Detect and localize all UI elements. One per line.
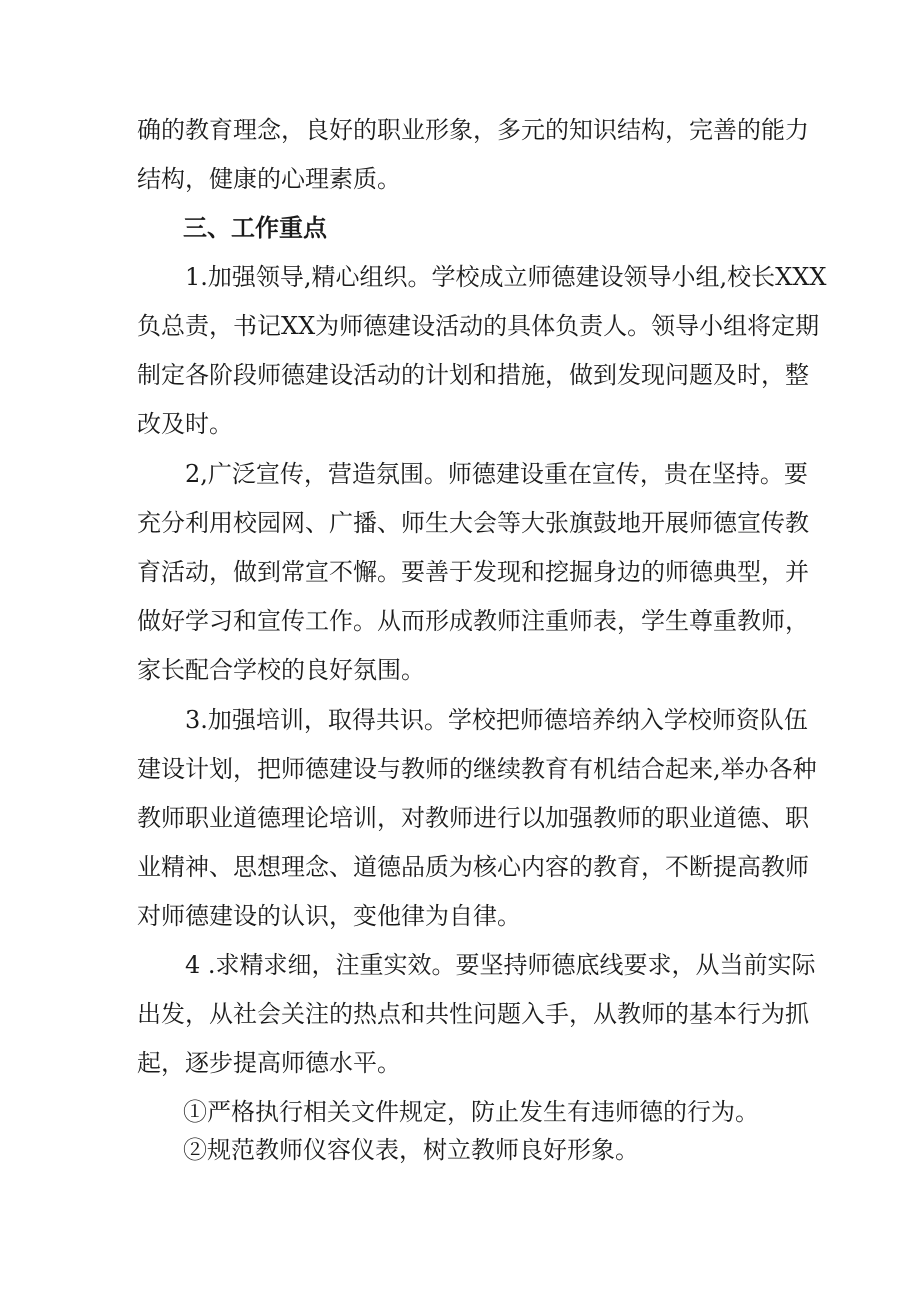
- paragraph-line: 制定各阶段师德建设活动的计划和措施，做到发现问题及时，整: [137, 361, 809, 389]
- paragraph-line: 对师德建设的认识，变他律为自律。: [137, 902, 521, 930]
- sub-item: ①严格执行相关文件规定，防止发生有违师德的行为。: [183, 1098, 759, 1126]
- sub-item: ②规范教师仪容仪表，树立教师良好形象。: [183, 1136, 639, 1164]
- paragraph-line: 建设计划，把师德建设与教师的继续教育有机结合起来,举办各种: [137, 755, 817, 783]
- paragraph-line: 改及时。: [137, 410, 233, 438]
- paragraph-line: 2,广泛宣传，营造氛围。师德建设重在宣传，贵在坚持。要: [185, 460, 808, 488]
- paragraph-line: 1.加强领导,精心组织。学校成立师德建设领导小组,校长XXX: [185, 263, 827, 291]
- paragraph-line: 做好学习和宣传工作。从而形成教师注重师表，学生尊重教师，: [137, 607, 809, 635]
- intro-line: 确的教育理念，良好的职业形象，多元的知识结构，完善的能力: [137, 116, 809, 144]
- paragraph-line: 教师职业道德理论培训，对教师进行以加强教师的职业道德、职: [137, 804, 809, 832]
- paragraph-line: 3.加强培训，取得共识。学校把师德培养纳入学校师资队伍: [185, 706, 808, 734]
- paragraph-line: 业精神、思想理念、道德品质为核心内容的教育，不断提高教师: [137, 853, 809, 881]
- intro-line: 结构，健康的心理素质。: [137, 165, 401, 193]
- paragraph-line: 4 .求精求细，注重实效。要坚持师德底线要求，从当前实际: [185, 951, 816, 979]
- paragraph-line: 负总责，书记XX为师德建设活动的具体负责人。领导小组将定期: [137, 312, 820, 340]
- section-heading: 三、工作重点: [183, 214, 327, 242]
- paragraph-line: 充分利用校园网、广播、师生大会等大张旗鼓地开展师德宣传教: [137, 509, 809, 537]
- paragraph-line: 起，逐步提高师德水平。: [137, 1049, 401, 1077]
- paragraph-line: 家长配合学校的良好氛围。: [137, 656, 425, 684]
- paragraph-line: 出发，从社会关注的热点和共性问题入手，从教师的基本行为抓: [137, 1000, 809, 1028]
- paragraph-line: 育活动，做到常宣不懈。要善于发现和挖掘身边的师德典型，并: [137, 558, 809, 586]
